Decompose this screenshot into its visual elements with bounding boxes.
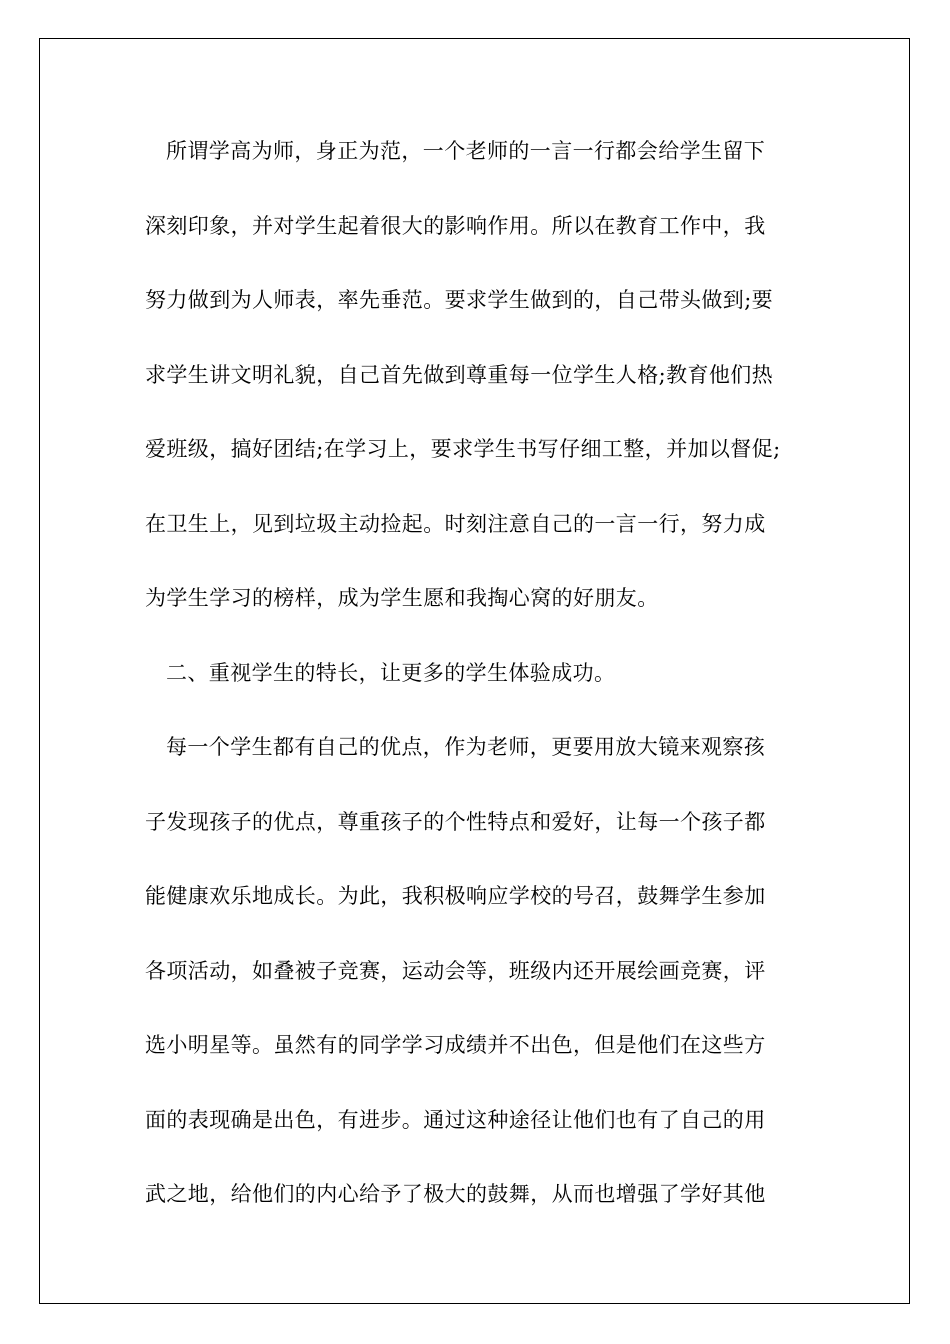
text-line: 每一个学生都有自己的优点，作为老师，更要用放大镜来观察孩 [166,735,766,759]
text-line: 在卫生上，见到垃圾主动捡起。时刻注意自己的一言一行，努力成 [145,511,766,536]
text-line: 求学生讲文明礼貌，自己首先做到尊重每一位学生人格;教育他们热 [145,362,774,387]
text-line: 爱班级，搞好团结;在学习上，要求学生书写仔细工整，并加以督促; [145,437,781,461]
text-line: 所谓学高为师，身正为范，一个老师的一言一行都会给学生留下 [166,139,766,163]
document-body [145,126,825,1244]
text-line: 能健康欢乐地成长。为此，我积极响应学校的号召，鼓舞学生参加 [145,884,766,908]
text-line: 为学生学习的榜样，成为学生愿和我掏心窝的好朋友。 [145,586,659,610]
text-line: 子发现孩子的优点，尊重孩子的个性特点和爱好，让每一个孩子都 [145,809,766,834]
text-line: 努力做到为人师表，率先垂范。要求学生做到的，自己带头做到;要 [145,288,774,312]
text-line: 选小明星等。虽然有的同学学习成绩并不出色，但是他们在这些方 [145,1033,766,1057]
text-line: 面的表现确是出色，有进步。通过这种途径让他们也有了自己的用 [145,1107,766,1132]
section-heading: 二、重视学生的特长，让更多的学生体验成功。 [166,660,616,685]
text-line: 武之地，给他们的内心给予了极大的鼓舞，从而也增强了学好其他 [145,1182,766,1206]
text-line: 深刻印象，并对学生起着很大的影响作用。所以在教育工作中，我 [145,213,766,238]
text-line: 各项活动，如叠被子竞赛，运动会等，班级内还开展绘画竞赛，评 [145,958,766,983]
